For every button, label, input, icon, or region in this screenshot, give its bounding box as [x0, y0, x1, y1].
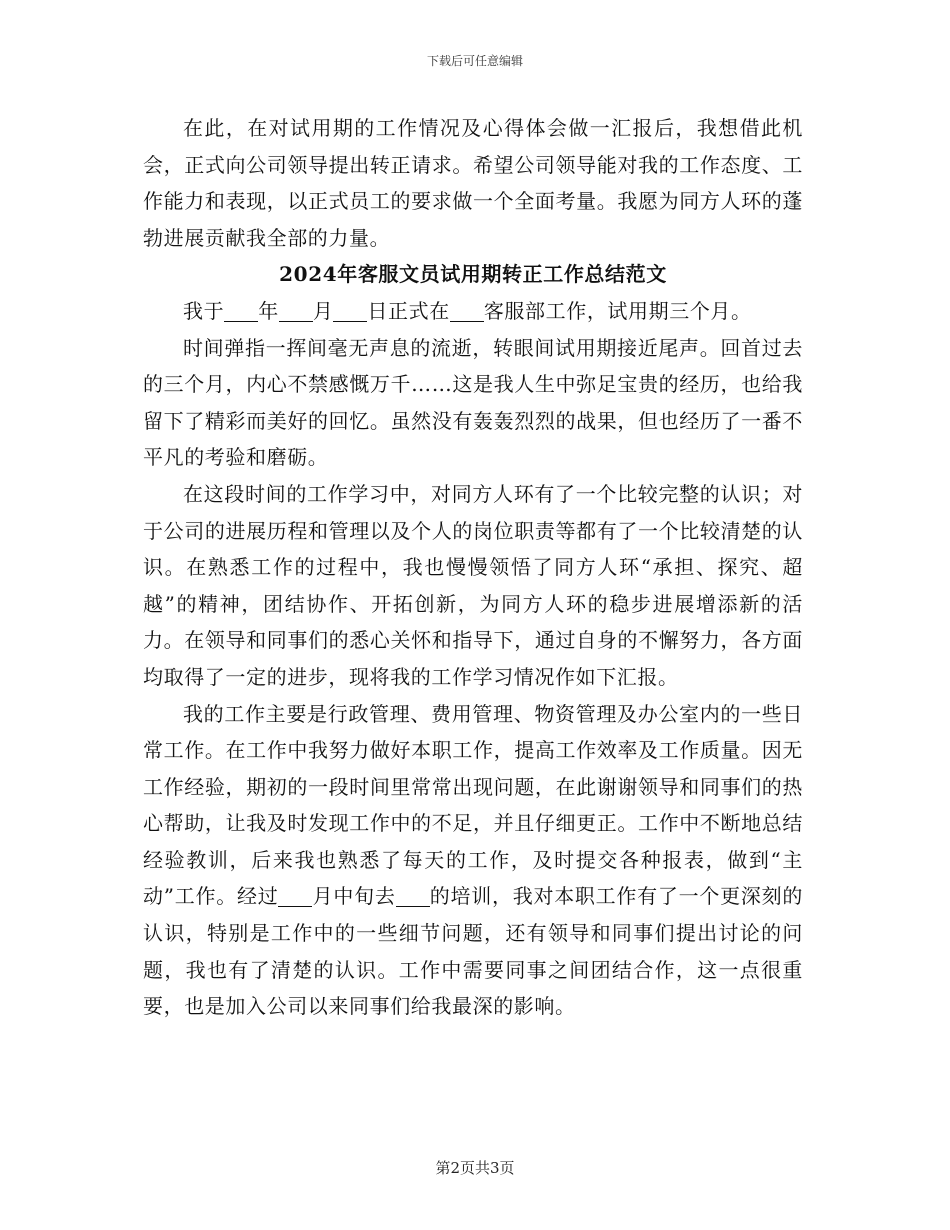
blank-line [279, 299, 313, 322]
document-title: 2024年客服文员试用期转正工作总结范文 [279, 262, 667, 287]
paragraph-learning: 在这段时间的工作学习中，对同方人环有了一个比较完整的认识；对于公司的进展历程和管理以及个人的岗位职责等都有了一个比较清楚的认识。在熟悉工作的过程中，我也慢慢领悟了同方人环“承担、探究、超越”的精神，团结协作、开拓创新，为同方人环的稳步进展增添新的活力。在领导和同事们的悉心关怀和指导下，通过自身的不懈努力，各方面均取得了一定的进步，现将我的工作学习情况作如下汇报。 [143, 481, 803, 689]
paragraph-work [143, 696, 803, 1025]
text-segment: 的培训，我对本职工作有了一个更深刻的认识，特别是工作中的一些细节问题，还有领导和同事们提出讨论的问题，我也有了清楚的认识。工作中需要同事之间团结合作，这一点很重要，也是加入公司以来同事们给我最深的影响。 [143, 884, 803, 1019]
paragraph-start-date [143, 293, 803, 330]
blank-line [450, 299, 484, 322]
text-segment: 客服部工作，试用期三个月。 [483, 298, 752, 323]
page-number: 第2页共3页 [435, 1159, 515, 1177]
blank-line [224, 299, 258, 322]
text-segment: 月中旬去 [312, 884, 396, 909]
document-body [143, 110, 803, 1025]
paragraph-time: 时间弹指一挥间毫无声息的流逝，转眼间试用期接近尾声。回首过去的三个月，内心不禁感慨万千……这是我人生中弥足宝贵的经历，也给我留下了精彩而美好的回忆。虽然没有轰轰烈烈的战果，但也经历了一番不平凡的考验和磨砺。 [143, 335, 803, 470]
blank-line [333, 299, 367, 322]
blank-line [278, 884, 312, 907]
text-segment: 年 [258, 298, 279, 323]
text-segment: 日正式在 [367, 298, 450, 323]
text-segment: 我于 [183, 298, 225, 323]
blank-line [396, 884, 430, 907]
paragraph-intro: 在此，在对试用期的工作情况及心得体会做一汇报后，我想借此机会，正式向公司领导提出转正请求。希望公司领导能对我的工作态度、工作能力和表现，以正式员工的要求做一个全面考量。我愿为同方人环的蓬勃进展贡献我全部的力量。 [143, 116, 803, 250]
text-segment: 月 [312, 298, 334, 323]
page-header-note: 下载后可任意编辑 [426, 54, 523, 68]
text-segment: 我的工作主要是行政管理、费用管理、物资管理及办公室内的一些日常工作。在工作中我努力做好本职工作，提高工作效率及工作质量。因无工作经验，期初的一段时间里常常出现问题，在此谢谢领导和同事们的热心帮助，让我及时发现工作中的不足，并且仔细更正。工作中不断地总结经验教训，后来我也熟悉了每天的工作，及时提交各种报表，做到“主动”工作。经过 [143, 701, 803, 909]
